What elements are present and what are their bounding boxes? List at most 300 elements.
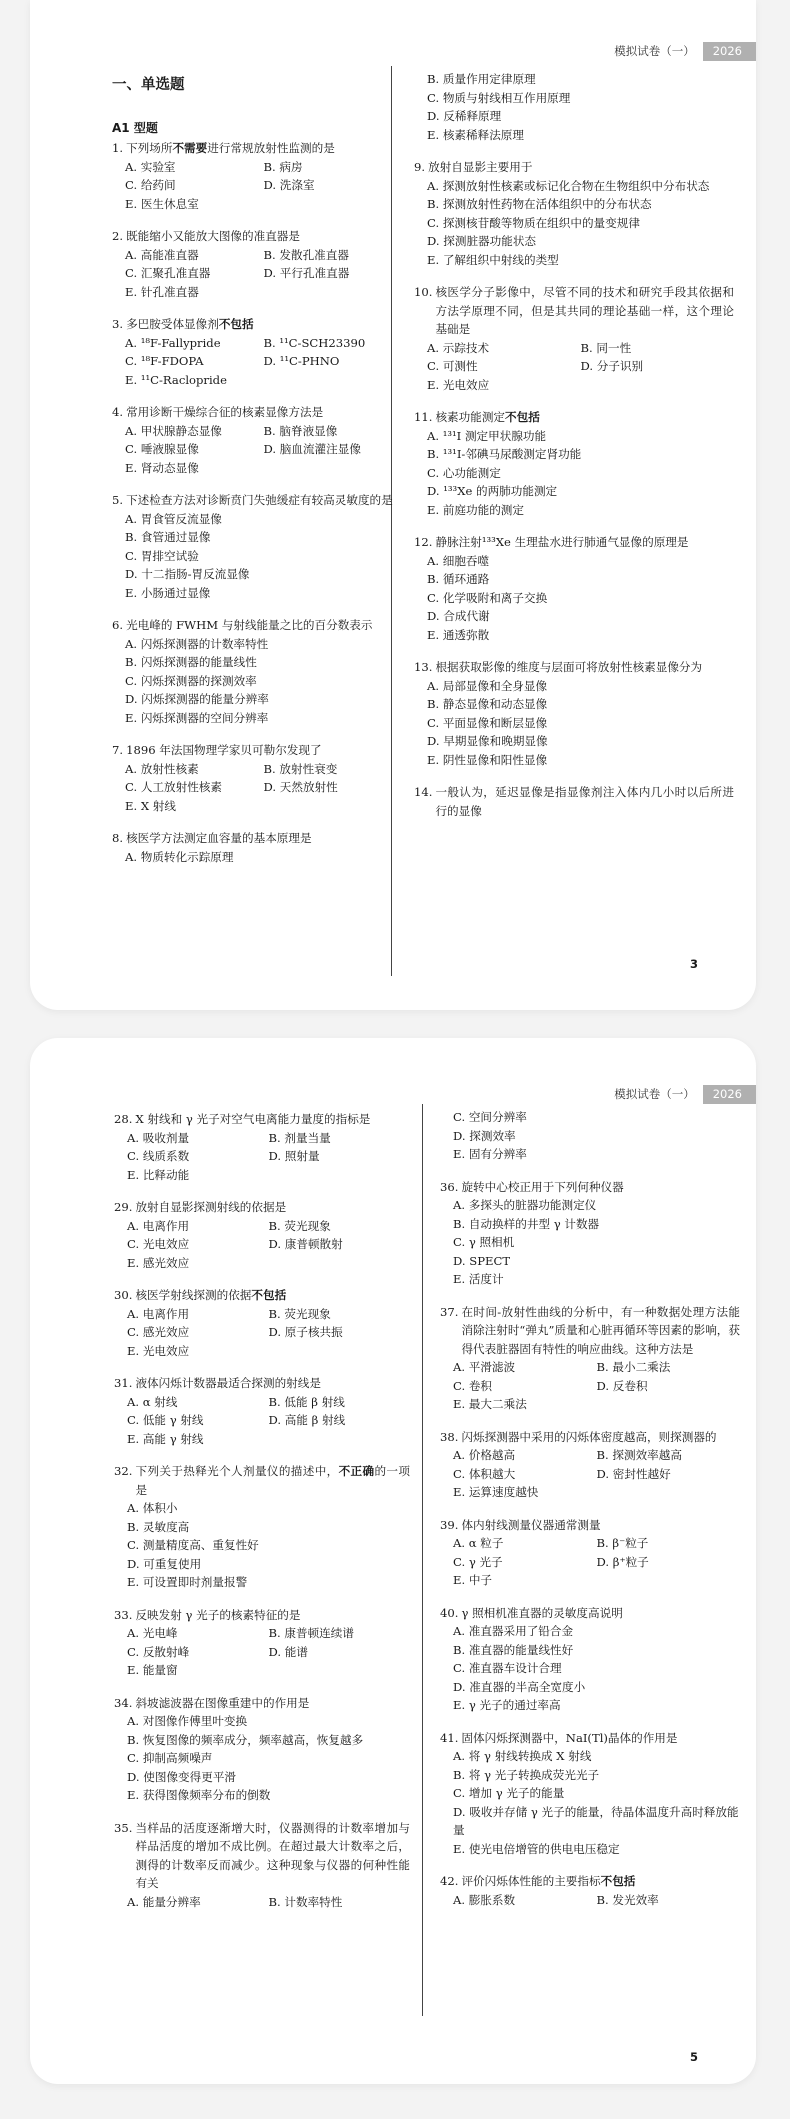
question-text (135, 1198, 410, 1217)
answer-option: C. 给药间 (125, 178, 176, 192)
answer-option: D. 合成代谢 (427, 609, 490, 623)
answer-option: D. 可重复使用 (127, 1556, 202, 1571)
question-text (435, 658, 734, 677)
stem-segment: 常用诊断干燥综合征的核素显像方法是 (126, 405, 324, 419)
question-text (135, 1110, 410, 1129)
stem-segment: 液体闪烁计数器最适合探测的射线是 (135, 1376, 321, 1390)
answer-option: C. 低能 γ 射线 (127, 1413, 204, 1427)
answer-option: C. 准直器车设计合理 (453, 1661, 562, 1675)
question-number: 34. (114, 1695, 133, 1710)
question-number: 31. (114, 1376, 133, 1390)
question-stem (414, 408, 734, 427)
question-stem (114, 1110, 410, 1129)
option-list (414, 427, 734, 520)
answer-option: A. 光电峰 (127, 1626, 178, 1640)
answer-option: B. 病房 (263, 159, 303, 174)
question-number: 6. (112, 618, 124, 632)
answer-option: D. 天然放射性 (263, 780, 338, 794)
option-list (112, 334, 402, 390)
option-list (440, 1534, 740, 1590)
question-item (114, 1374, 410, 1448)
question-item (114, 1694, 410, 1805)
option-list (114, 1893, 410, 1912)
question-stem (114, 1694, 410, 1713)
answer-option: A. 能量分辨率 (127, 1894, 201, 1909)
question-stem (112, 315, 402, 334)
answer-option: E. 光电效应 (127, 1343, 190, 1358)
answer-option: B. 探测效率越高 (596, 1448, 682, 1462)
question-continuation (440, 1108, 740, 1164)
answer-option: E. X 射线 (125, 798, 176, 813)
question-stem (114, 1819, 410, 1893)
question-item (440, 1516, 740, 1590)
answer-option: E. 肾动态显像 (125, 460, 199, 475)
question-number: 42. (440, 1874, 459, 1888)
question-text (461, 1729, 740, 1748)
answer-option: C. ¹⁸F-FDOPA (125, 354, 204, 368)
answer-option: A. ¹³¹I 测定甲状腺功能 (427, 428, 547, 443)
answer-option: C. 光电效应 (127, 1237, 190, 1251)
question-number: 14. (414, 785, 433, 799)
stem-segment: 评价闪烁体性能的主要指标 (461, 1874, 601, 1888)
question-number: 39. (440, 1517, 459, 1532)
answer-option: C. 闪烁探测器的探测效率 (125, 673, 257, 688)
answer-option: D. 探测脏器功能状态 (427, 234, 537, 248)
option-list (114, 1305, 410, 1361)
stem-segment: 的一项是 (135, 1464, 410, 1497)
right-column (414, 70, 734, 834)
question-stem (440, 1178, 740, 1197)
question-number: 28. (114, 1112, 133, 1126)
question-item (440, 1872, 740, 1909)
answer-option: B. 质量作用定律原理 (427, 72, 536, 86)
option-list (112, 246, 402, 302)
option-list (114, 1624, 410, 1680)
question-item (114, 1286, 410, 1360)
answer-option: C. γ 照相机 (453, 1235, 515, 1249)
question-stem (112, 403, 402, 422)
answer-option: E. 通透弥散 (427, 627, 490, 642)
question-number: 12. (414, 535, 433, 549)
question-stem (414, 783, 734, 820)
question-number: 41. (440, 1730, 459, 1745)
answer-option: E. 闪烁探测器的空间分辨率 (125, 710, 269, 725)
answer-option: A. 胃食管反流显像 (125, 511, 222, 526)
left-column (114, 1110, 410, 1925)
stem-segment: 下列关于热释光个人剂量仪的描述中， (135, 1464, 339, 1478)
question-text (126, 491, 402, 510)
question-text (435, 783, 734, 820)
option-list (112, 635, 402, 728)
page-header (614, 40, 756, 62)
question-number: 7. (112, 743, 124, 757)
question-item (112, 315, 402, 389)
answer-option: A. 将 γ 射线转换成 X 射线 (453, 1749, 592, 1763)
answer-option: D. 吸收并存储 γ 光子的能量，待晶体温度升高时释放能量 (453, 1804, 739, 1837)
question-text (126, 403, 402, 422)
option-list (112, 760, 402, 816)
question-stem (440, 1303, 740, 1359)
answer-option: D. ¹¹C-PHNO (263, 354, 340, 368)
question-item (112, 741, 402, 815)
answer-option: A. 细胞吞噬 (427, 553, 490, 568)
answer-option: B. 低能 β 射线 (268, 1394, 345, 1409)
question-item (414, 533, 734, 644)
answer-option: D. 反稀释原理 (427, 109, 502, 123)
answer-option: A. 准直器采用了铅合金 (453, 1624, 574, 1638)
option-list (414, 177, 734, 270)
year-badge: 2026 (703, 42, 756, 61)
answer-option: A. 对图像作傅里叶变换 (127, 1714, 248, 1728)
question-item (112, 829, 402, 866)
option-list (114, 1712, 410, 1805)
stem-segment: 既能缩小又能放大图像的准直器是 (126, 229, 300, 243)
answer-option: C. 空间分辨率 (453, 1110, 527, 1124)
answer-option: A. 吸收剂量 (127, 1130, 190, 1145)
question-item (440, 1428, 740, 1502)
answer-option: A. 探测放射性核素或标记化合物在生物组织中分布状态 (427, 178, 710, 193)
answer-option: E. 核素稀释法原理 (427, 127, 524, 142)
answer-option: E. 小肠通过显像 (125, 585, 211, 600)
question-number: 1. (112, 141, 124, 155)
option-list (112, 422, 402, 478)
answer-option: B. 准直器的能量线性好 (453, 1642, 574, 1657)
stem-segment: 一般认为，延迟显像是指显像剂注入体内几小时以后所进行的显像 (435, 785, 734, 818)
option-list (112, 510, 402, 603)
answer-option: A. α 粒子 (453, 1536, 504, 1550)
answer-option: C. 增加 γ 光子的能量 (453, 1786, 565, 1800)
answer-option: E. 运算速度越快 (453, 1485, 539, 1499)
question-stem (114, 1286, 410, 1305)
answer-option: E. 光电效应 (427, 377, 490, 392)
stem-segment: X 射线和 γ 光子对空气电离能力量度的指标是 (135, 1112, 371, 1126)
question-continuation (414, 70, 734, 144)
answer-option: B. 放射性衰变 (263, 761, 338, 776)
answer-option: D. 能谱 (268, 1644, 308, 1659)
stem-segment: γ 照相机准直器的灵敏度高说明 (461, 1605, 623, 1620)
answer-option: B. 恢复图像的频率成分，频率越高，恢复越多 (127, 1732, 364, 1747)
question-stem (414, 658, 734, 677)
question-number: 36. (440, 1179, 459, 1194)
answer-option: B. 闪烁探测器的能量线性 (125, 655, 257, 669)
option-list (414, 552, 734, 645)
column-divider (422, 1104, 423, 2016)
question-text (435, 283, 734, 339)
answer-option: B. 计数率特性 (268, 1894, 343, 1909)
subsection-title: A1 型题 (112, 120, 158, 135)
answer-option: D. 康普顿散射 (268, 1237, 343, 1251)
answer-option: B. 发光效率 (596, 1892, 659, 1907)
answer-option: E. 能量窗 (127, 1663, 178, 1677)
answer-option: C. 人工放射性核素 (125, 780, 222, 794)
question-text (126, 829, 402, 848)
stem-segment: 斜坡滤波器在图像重建中的作用是 (135, 1695, 310, 1710)
answer-option: D. 探测效率 (453, 1128, 516, 1143)
answer-option: A. 物质转化示踪原理 (125, 849, 234, 864)
answer-option: D. 反卷积 (596, 1378, 648, 1393)
question-list (440, 1178, 740, 1910)
answer-option: C. 可测性 (427, 359, 478, 373)
answer-option: D. 准直器的半高全宽度小 (453, 1679, 586, 1694)
option-list (114, 1393, 410, 1449)
answer-option: D. 洗涤室 (263, 178, 315, 192)
answer-option: A. 膨胀系数 (453, 1892, 516, 1907)
answer-option: A. ¹⁸F-Fallypride (125, 335, 221, 350)
question-number: 13. (414, 660, 433, 674)
question-number: 10. (414, 285, 433, 299)
answer-option: C. 心功能测定 (427, 465, 501, 480)
question-item (114, 1198, 410, 1272)
option-list (440, 1196, 740, 1289)
answer-option: D. 高能 β 射线 (268, 1413, 346, 1427)
stem-segment: 多巴胺受体显像剂 (126, 317, 219, 331)
page-number: 5 (689, 2050, 698, 2064)
answer-option: E. ¹¹C-Raclopride (125, 372, 227, 387)
stem-segment: 光电峰的 FWHM 与射线能量之比的百分数表示 (126, 618, 373, 632)
answer-option: A. 实验室 (125, 159, 176, 174)
answer-option: E. 阴性显像和阳性显像 (427, 752, 548, 767)
page-number: 3 (689, 957, 698, 971)
answer-option: D. 原子核共振 (268, 1325, 343, 1339)
answer-option: E. 医生休息室 (125, 196, 199, 211)
answer-option: B. 同一性 (580, 340, 632, 355)
answer-option: C. γ 光子 (453, 1554, 503, 1569)
answer-option: C. 唾液腺显像 (125, 442, 199, 456)
question-text (135, 1694, 410, 1713)
question-text (135, 1819, 410, 1893)
answer-option: D. 早期显像和晚期显像 (427, 734, 548, 748)
question-stem (114, 1462, 410, 1499)
answer-option: D. ¹³³Xe 的两肺功能测定 (427, 484, 558, 498)
question-list (112, 139, 402, 866)
emphasis-text: 不包括 (251, 1288, 287, 1302)
question-stem (112, 227, 402, 246)
answer-option: C. 体积越大 (453, 1466, 516, 1481)
answer-option: B. 荧光现象 (268, 1218, 331, 1233)
answer-option: C. 反散射峰 (127, 1644, 190, 1659)
stem-segment: 在时间-放射性曲线的分析中，有一种数据处理方法能消除注射时“弹丸”质量和心脏再循环等因素的影响，获得代表脏器固有特性的响应曲线。这种方法是 (461, 1304, 740, 1356)
question-item (114, 1606, 410, 1680)
answer-option: D. 分子识别 (580, 359, 644, 373)
question-stem (414, 283, 734, 339)
question-item (114, 1819, 410, 1912)
question-item (440, 1729, 740, 1859)
question-item (414, 658, 734, 769)
answer-option: E. 了解组织中射线的类型 (427, 252, 559, 267)
question-stem (440, 1729, 740, 1748)
question-text (461, 1872, 740, 1891)
question-number: 30. (114, 1288, 133, 1302)
option-list (440, 1446, 740, 1502)
stem-segment: 核医学射线探测的依据 (135, 1288, 252, 1302)
question-number: 3. (112, 317, 124, 331)
question-item (440, 1178, 740, 1289)
question-text (126, 139, 402, 158)
option-list (114, 1499, 410, 1592)
answer-option: A. 闪烁探测器的计数率特性 (125, 636, 269, 651)
question-text (135, 1286, 410, 1305)
answer-option: B. 自动换样的井型 γ 计数器 (453, 1216, 600, 1231)
exam-label: 模拟试卷（一） (614, 44, 695, 58)
question-text (435, 533, 734, 552)
stem-segment: 旋转中心校正用于下列何种仪器 (461, 1179, 624, 1194)
option-list (114, 1129, 410, 1185)
question-number: 9. (414, 160, 426, 174)
answer-option: D. SPECT (453, 1253, 511, 1268)
option-row (453, 1145, 740, 1164)
answer-option: A. 示踪技术 (427, 340, 490, 355)
answer-option: E. 感光效应 (127, 1255, 190, 1270)
question-number: 32. (114, 1464, 133, 1478)
question-stem (114, 1374, 410, 1393)
question-item (114, 1110, 410, 1184)
question-item (414, 158, 734, 269)
question-stem (440, 1604, 740, 1623)
answer-option: B. ¹¹C-SCH23390 (263, 335, 366, 350)
question-text (428, 158, 734, 177)
option-list (440, 1747, 740, 1858)
question-text (461, 1178, 740, 1197)
question-text (126, 616, 402, 635)
answer-option: B. 康普顿连续谱 (268, 1626, 354, 1640)
option-list (414, 677, 734, 770)
option-list (414, 339, 734, 395)
stem-segment: 核医学方法测定血容量的基本原理是 (126, 831, 312, 845)
answer-option: D. 密封性越好 (596, 1466, 671, 1481)
question-number: 29. (114, 1200, 133, 1214)
emphasis-text: 不包括 (600, 1874, 636, 1888)
question-stem (114, 1198, 410, 1217)
answer-option: B. 脑脊液显像 (263, 423, 338, 438)
page-header (614, 1083, 756, 1105)
answer-option: A. 放射性核素 (125, 761, 199, 776)
answer-option: B. 食管通过显像 (125, 530, 211, 544)
answer-option: C. 汇聚孔准直器 (125, 266, 211, 280)
question-item (112, 491, 402, 602)
answer-option: C. 测量精度高、重复性好 (127, 1538, 259, 1552)
answer-option: B. ¹³¹I-邻碘马尿酸测定肾功能 (427, 447, 582, 461)
answer-option: E. 活度计 (453, 1272, 504, 1286)
option-list (440, 1891, 740, 1910)
question-item (414, 783, 734, 820)
stem-segment: 体内射线测量仪器通常测量 (461, 1517, 601, 1532)
stem-segment: 固体闪烁探测器中，NaI(Tl)晶体的作用是 (461, 1730, 678, 1745)
section-title: 一、单选题 (112, 77, 185, 93)
left-column (112, 76, 402, 880)
question-item (440, 1604, 740, 1715)
emphasis-text: 不包括 (505, 410, 540, 424)
answer-option: C. 化学吸附和离子交换 (427, 590, 548, 605)
stem-segment: 核医学分子影像中，尽管不同的技术和研究手段其依据和方法学原理不同，但是其共同的理论基础一样，这个理论基础是 (435, 285, 734, 336)
question-stem (414, 158, 734, 177)
answer-option: E. 前庭功能的测定 (427, 502, 524, 517)
answer-option: E. 中子 (453, 1573, 493, 1587)
answer-option: A. 局部显像和全身显像 (427, 678, 548, 693)
answer-option: D. 平行孔准直器 (263, 266, 350, 280)
stem-segment: 下列场所 (126, 141, 173, 155)
answer-option: E. 可设置即时剂量报警 (127, 1575, 248, 1589)
option-list (440, 1622, 740, 1715)
answer-option: B. 最小二乘法 (596, 1360, 671, 1374)
answer-option: A. 多探头的脏器功能测定仪 (453, 1198, 597, 1212)
question-text (461, 1428, 740, 1447)
option-list (112, 158, 402, 214)
answer-option: C. 线质系数 (127, 1149, 190, 1163)
answer-option: D. 闪烁探测器的能量分辨率 (125, 692, 269, 706)
question-item (112, 139, 402, 213)
question-text (126, 741, 402, 760)
stem-segment: 放射自显影探测射线的依据是 (135, 1200, 287, 1214)
answer-option: E. 固有分辨率 (453, 1147, 527, 1161)
answer-option: E. γ 光子的通过率高 (453, 1698, 561, 1712)
question-text (435, 408, 734, 427)
answer-option: B. 将 γ 光子转换成荧光光子 (453, 1767, 600, 1782)
answer-option: E. 针孔准直器 (125, 284, 199, 299)
answer-option: A. α 射线 (127, 1394, 178, 1409)
question-text (461, 1516, 740, 1535)
answer-option: B. 剂量当量 (268, 1130, 331, 1145)
question-item (112, 227, 402, 301)
answer-option: A. 价格越高 (453, 1448, 516, 1462)
question-stem (114, 1606, 410, 1625)
answer-option: A. 甲状腺静态显像 (125, 423, 222, 438)
question-item (112, 616, 402, 727)
option-list (112, 848, 402, 867)
question-text (126, 227, 402, 246)
answer-option: C. 平面显像和断层显像 (427, 715, 548, 730)
question-stem (112, 491, 402, 510)
option-list (114, 1217, 410, 1273)
question-stem (440, 1872, 740, 1891)
question-text (126, 315, 402, 334)
answer-option: C. 抑制高频噪声 (127, 1751, 213, 1765)
exam-page-3 (30, 0, 756, 1010)
stem-segment: 反映发射 γ 光子的核素特征的是 (135, 1607, 301, 1622)
option-row (453, 1108, 740, 1145)
question-stem (440, 1516, 740, 1535)
question-number: 11. (414, 410, 433, 424)
question-number: 40. (440, 1605, 459, 1620)
stem-segment: 进行常规放射性监测的是 (207, 141, 335, 155)
question-item (440, 1303, 740, 1414)
answer-option: B. β⁻粒子 (596, 1536, 649, 1550)
emphasis-text: 不需要 (172, 141, 208, 155)
answer-option: A. 体积小 (127, 1501, 178, 1515)
question-number: 5. (112, 493, 124, 507)
question-item (112, 403, 402, 477)
question-stem (112, 829, 402, 848)
question-number: 8. (112, 831, 124, 845)
answer-option: B. 探测放射性药物在活体组织中的分布状态 (427, 197, 652, 211)
stem-segment: 当样品的活度逐渐增大时，仪器测得的计数率增加与样品活度的增加不成比例。在超过最大计数率之后，测得的计数率反而减少。这种现象与仪器的何种性能有关 (135, 1820, 410, 1890)
answer-option: A. 高能准直器 (125, 247, 199, 262)
answer-option: E. 使光电倍增管的供电电压稳定 (453, 1841, 620, 1856)
answer-option: D. 使图像变得更平滑 (127, 1769, 237, 1784)
emphasis-text: 不包括 (218, 317, 254, 331)
question-stem (112, 741, 402, 760)
answer-option: E. 获得图像频率分布的倒数 (127, 1788, 271, 1802)
answer-option: B. 循环通路 (427, 572, 490, 586)
answer-option: A. 电离作用 (127, 1218, 190, 1233)
answer-option: B. 静态显像和动态显像 (427, 697, 548, 711)
question-number: 38. (440, 1429, 459, 1444)
answer-option: C. 感光效应 (127, 1325, 190, 1339)
question-number: 35. (114, 1820, 133, 1835)
answer-option: D. 脑血流灌注显像 (263, 442, 361, 456)
question-text (461, 1604, 740, 1623)
answer-option: D. 照射量 (268, 1149, 320, 1163)
question-item (114, 1462, 410, 1592)
